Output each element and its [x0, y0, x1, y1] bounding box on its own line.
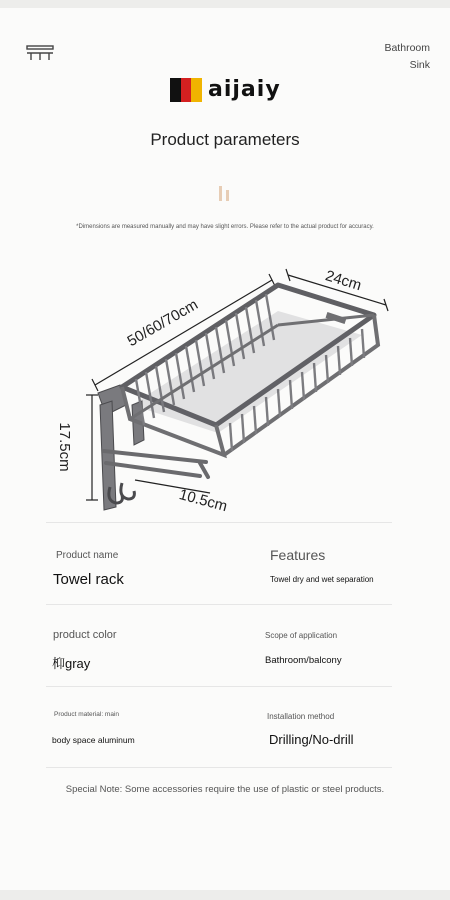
dim-hook-label: 10.5cm [177, 486, 230, 516]
flag-icon [170, 78, 202, 102]
features-value: Towel dry and wet separation [270, 575, 374, 584]
material-value: body space aluminum [52, 735, 135, 745]
product-name-value: Towel rack [53, 571, 124, 588]
installation-label: Installation method [267, 712, 335, 721]
towel-rack-icon [26, 44, 54, 64]
product-parameters-table [46, 522, 392, 768]
dim-length-label: 50/60/70cm [124, 296, 201, 351]
brand-name: aijaiy [208, 77, 281, 102]
bottom-band [0, 890, 450, 900]
nav-bathroom[interactable]: Bathroom [384, 42, 430, 54]
dim-depth-label: 24cm [323, 267, 364, 295]
param-row [46, 522, 392, 604]
features-label: Features [270, 547, 326, 563]
special-note: Special Note: Some accessories require the use of plastic or steel products. [65, 784, 385, 795]
brand-logo [170, 77, 281, 102]
product-color-label: product color [53, 629, 117, 641]
product-color-value: 枊gray [52, 656, 91, 671]
dimension-disclaimer: *Dimensions are measured manually and may have slight errors. Please refer to the actual product for accuracy. [76, 224, 374, 230]
installation-value: Drilling/No-drill [269, 732, 354, 747]
dim-height-label: 17.5cm [56, 422, 73, 472]
param-row [46, 686, 392, 768]
scope-value: Bathroom/balcony [265, 655, 342, 666]
product-name-label: Product name [56, 550, 119, 561]
towel-rack-product-image [40, 255, 400, 520]
category-nav[interactable] [384, 40, 430, 74]
material-label: Product material: main [54, 711, 120, 718]
page-title: Product parameters [150, 130, 300, 149]
scope-label: Scope of application [265, 631, 338, 640]
divider-mark [219, 186, 229, 201]
top-band [0, 0, 450, 8]
nav-sink[interactable]: Sink [409, 59, 430, 71]
param-row [46, 604, 392, 686]
